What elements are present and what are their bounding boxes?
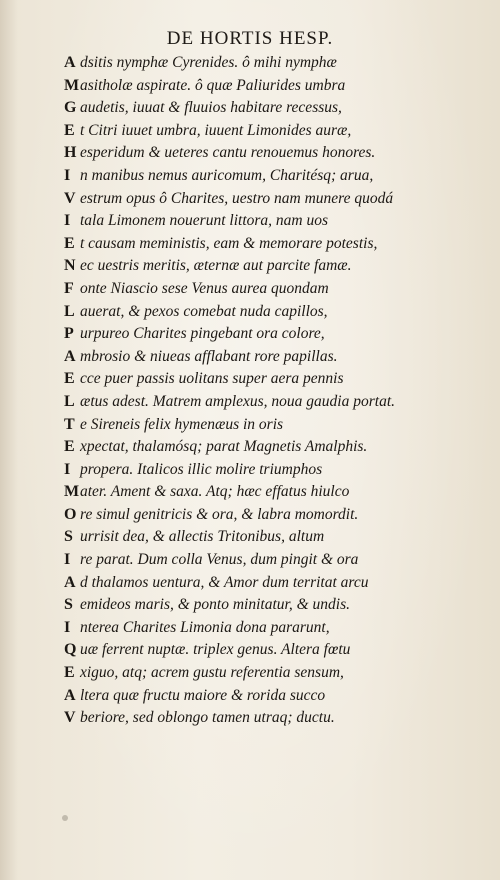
verse-text: re parat. Dum colla Venus, dum pingit & ora (80, 551, 359, 569)
verse-text: uæ ferrent nuptæ. triplex genus. Altera fœtu (80, 641, 351, 659)
verse-line (64, 255, 436, 278)
running-head: DE HORTIS HESP. (166, 28, 334, 49)
verse-line (64, 572, 436, 595)
verse-line (64, 685, 436, 708)
verse-text: urrisit dea, & allectis Tritonibus, altum (80, 528, 325, 546)
verse-line (64, 97, 436, 120)
ink-spot (62, 815, 68, 821)
verse-initial: E (64, 370, 75, 388)
verse-initial: I (64, 618, 71, 636)
verse-text: asitholæ aspirate. ô quæ Paliurides umbra (80, 76, 346, 94)
verse-text: esperidum & ueteres cantu renouemus honores. (80, 144, 376, 162)
verse-block (64, 52, 436, 730)
verse-line (64, 278, 436, 301)
verse-line (64, 52, 436, 75)
verse-initial: E (64, 438, 75, 456)
verse-line (64, 233, 436, 256)
verse-line (64, 549, 436, 572)
verse-initial: M (64, 483, 80, 501)
verse-line (64, 368, 436, 391)
verse-text: onte Niascio sese Venus aurea quondam (80, 279, 329, 297)
verse-initial: Q (64, 641, 77, 659)
verse-line (64, 481, 436, 504)
verse-initial: L (64, 392, 75, 410)
verse-text: d thalamos uentura, & Amor dum territat arcu (80, 573, 369, 591)
verse-initial: V (64, 189, 76, 207)
verse-initial: A (64, 573, 76, 591)
verse-initial: O (64, 505, 77, 523)
verse-text: ater. Ament & saxa. Atq; hæc effatus hiulco (80, 483, 350, 501)
verse-initial: L (64, 302, 75, 320)
verse-line (64, 639, 436, 662)
verse-text: ætus adest. Matrem amplexus, noua gaudia portat. (80, 392, 396, 410)
verse-line (64, 188, 436, 211)
verse-line (64, 301, 436, 324)
verse-line (64, 346, 436, 369)
verse-line (64, 323, 436, 346)
verse-text: tala Limonem nouerunt littora, nam uos (80, 212, 329, 230)
verse-initial: F (64, 279, 74, 297)
verse-initial: I (64, 212, 71, 230)
verse-initial: A (64, 54, 76, 71)
verse-initial: S (64, 528, 73, 546)
verse-line (64, 165, 436, 188)
gutter-shadow (0, 0, 18, 880)
verse-line (64, 436, 436, 459)
verse-line (64, 75, 436, 98)
verse-initial: E (64, 234, 75, 252)
verse-text: e Sireneis felix hymenæus in oris (80, 415, 284, 433)
verse-initial: S (64, 596, 73, 614)
verse-initial: T (64, 415, 75, 433)
verse-text: emideos maris, & ponto minitatur, & undis. (80, 596, 350, 614)
verse-initial: G (64, 99, 77, 117)
verse-line (64, 594, 436, 617)
verse-text: audetis, iuuat & fluuios habitare recessus, (80, 99, 342, 117)
verse-line (64, 526, 436, 549)
verse-text: ltera quæ fructu maiore & rorida succo (80, 686, 326, 704)
verse-text: cce puer passis uolitans super aera pennis (80, 370, 344, 388)
verse-initial: H (64, 144, 77, 162)
verse-initial: P (64, 325, 74, 343)
verse-text: re simul genitricis & ora, & labra momordit. (80, 505, 359, 523)
verse-line (64, 662, 436, 685)
verse-initial: E (64, 664, 75, 682)
verse-initial: N (64, 257, 76, 275)
verse-text: propera. Italicos illic molire triumphos (80, 460, 323, 478)
verse-line (64, 707, 436, 730)
verse-line (64, 504, 436, 527)
verse-text: t causam meministis, eam & memorare potestis, (80, 234, 378, 252)
verse-line (64, 120, 436, 143)
verse-text: xpectat, thalamósq; parat Magnetis Amalphis. (80, 438, 368, 456)
verse-initial: E (64, 121, 75, 139)
verse-initial: I (64, 551, 71, 569)
verse-text: n manibus nemus auricomum, Charitésq; arua, (80, 166, 374, 184)
verse-text: beriore, sed oblongo tamen utraq; ductu. (80, 709, 335, 727)
verse-line (64, 142, 436, 165)
verse-initial: I (64, 166, 71, 184)
verse-text: ec uestris meritis, æternæ aut parcite famæ. (80, 257, 352, 275)
verse-initial: A (64, 347, 76, 365)
verse-text: nterea Charites Limonia dona pararunt, (80, 618, 330, 636)
verse-text: dsitis nymphæ Cyrenides. ô mihi nymphæ (80, 54, 337, 71)
verse-text: mbrosio & niueas afflabant rore papillas. (80, 347, 338, 365)
verse-initial: A (64, 686, 76, 704)
verse-initial: I (64, 460, 71, 478)
verse-text: urpureo Charites pingebant ora colore, (80, 325, 325, 343)
verse-line (64, 459, 436, 482)
verse-initial: V (64, 709, 76, 727)
verse-line (64, 617, 436, 640)
verse-text: xiguo, atq; acrem gustu referentia sensum, (80, 664, 344, 682)
verse-line (64, 210, 436, 233)
verse-initial: M (64, 76, 80, 94)
verse-line (64, 391, 436, 414)
verse-line (64, 414, 436, 437)
verse-text: estrum opus ô Charites, uestro nam munere quodá (80, 189, 394, 207)
verse-text: auerat, & pexos comebat nuda capillos, (80, 302, 328, 320)
verse-text: t Citri iuuet umbra, iuuent Limonides auræ, (80, 121, 352, 139)
